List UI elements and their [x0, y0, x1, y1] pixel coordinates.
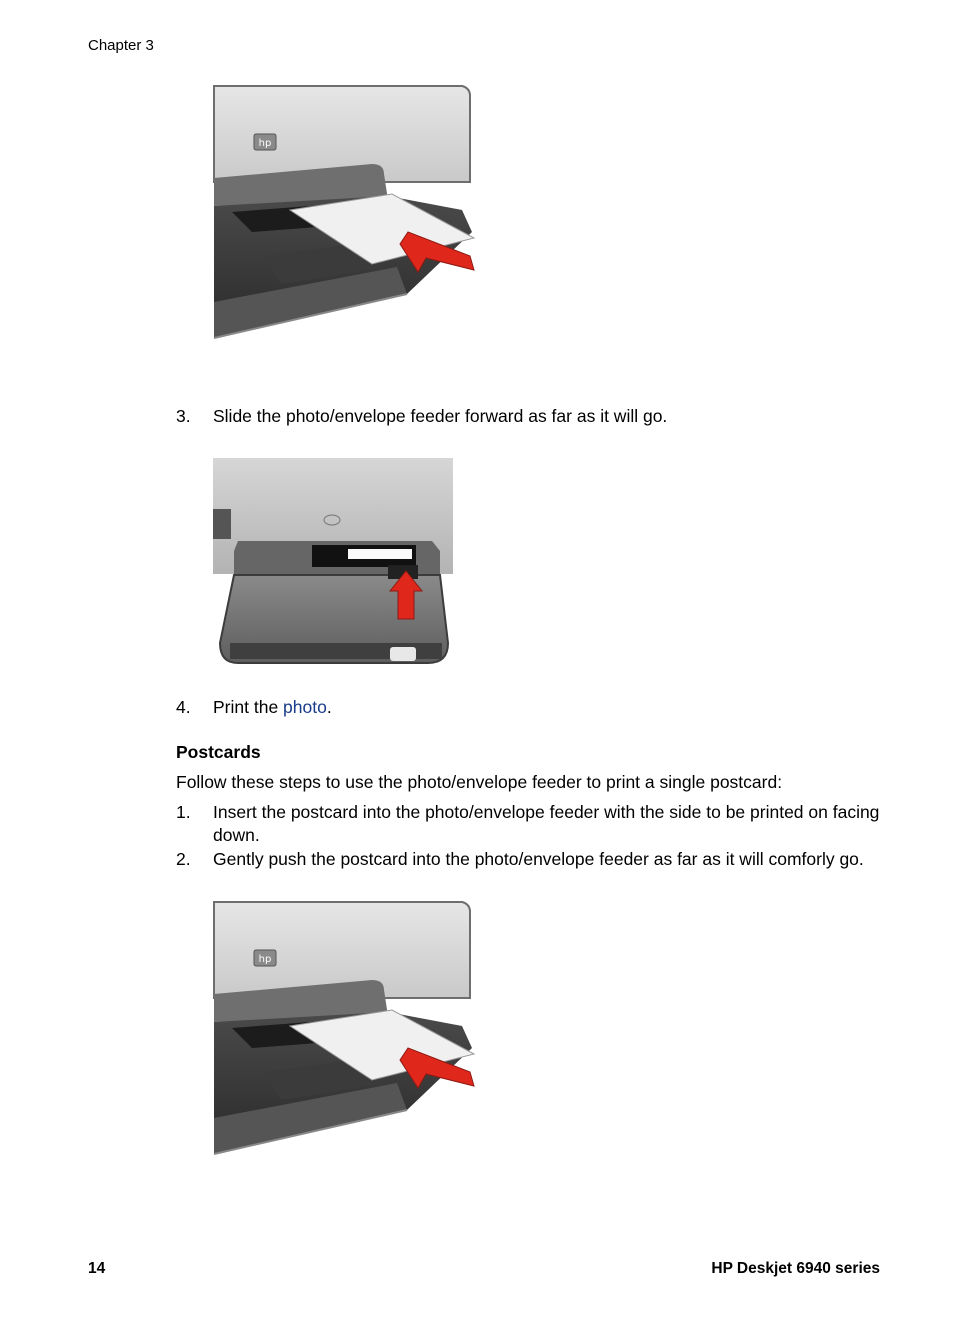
postcards-intro: Follow these steps to use the photo/envelope feeder to print a single postcard: — [176, 772, 783, 792]
printer-feeder-illustration-3 — [212, 898, 480, 1158]
step-number: 2. — [176, 849, 191, 869]
page-number: 14 — [88, 1260, 106, 1277]
svg-text:hp: hp — [258, 954, 272, 965]
printer-feeder-illustration-1 — [212, 82, 480, 342]
step-text: Slide the photo/envelope feeder forward as far as it will go. — [213, 406, 668, 426]
running-head: Chapter 3 — [88, 37, 154, 54]
svg-text:hp: hp — [258, 138, 272, 149]
printer-feeder-illustration-2 — [212, 457, 454, 667]
step-text: Gently push the postcard into the photo/envelope feeder as far as it will comforly go. — [213, 849, 864, 869]
step-number: 3. — [176, 406, 191, 426]
product-name: HP Deskjet 6940 series — [711, 1260, 880, 1277]
photo-link[interactable]: photo — [283, 697, 327, 717]
step-number: 4. — [176, 697, 191, 717]
step-text: Print the photo. — [213, 697, 332, 717]
step-text: Insert the postcard into the photo/envelope feeder with the side to be printed on facing down. — [213, 802, 880, 845]
section-heading-postcards: Postcards — [176, 742, 261, 762]
step-number: 1. — [176, 802, 191, 822]
